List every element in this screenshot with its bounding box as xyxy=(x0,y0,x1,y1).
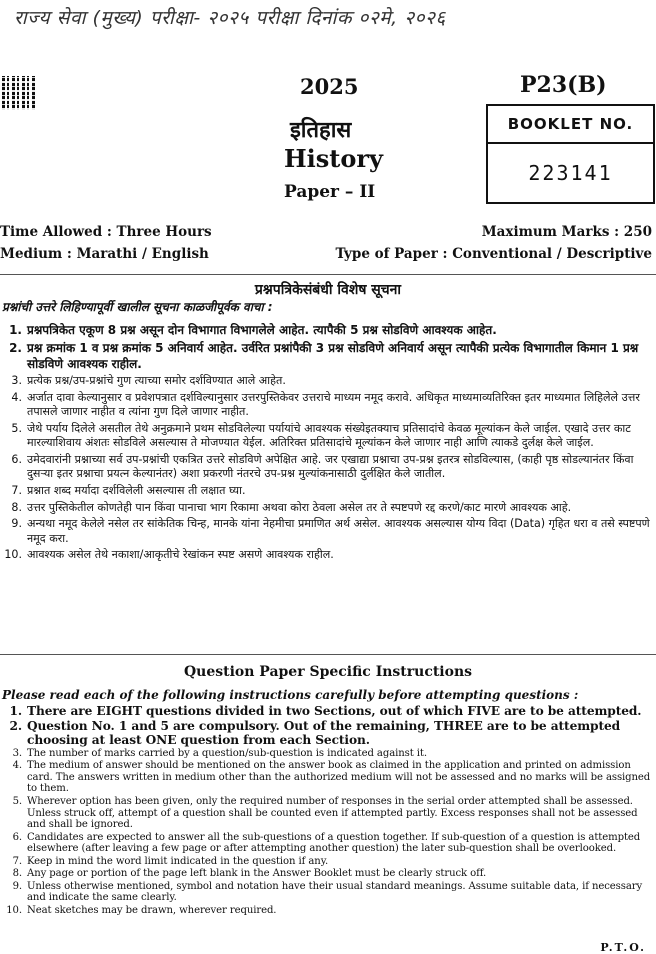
paper-code: P23(B) xyxy=(520,72,607,98)
booklet-box xyxy=(486,104,655,204)
item-text: अर्जात दावा केल्यानुसार व प्रवेशपत्रात दर्शविल्यानुसार उत्तरपुस्तिकेवर उत्तराचे माध्यम नमूद करावे. अधिकृत माध्यमाव्यतिरिक्त इतर माध्यमात लिहिलेले उत्तर तपासले जाणार नाहीत व त्यांना गुण दिले जाणार नाहीत. xyxy=(27,390,640,419)
marathi-section-title: प्रश्नपत्रिकेसंबंधी विशेष सूचना xyxy=(254,282,402,298)
list-item xyxy=(0,391,652,420)
item-number: 9. xyxy=(12,880,22,892)
english-intro: Please read each of the following instructions carefully before attempting questions : xyxy=(2,688,579,702)
list-item xyxy=(0,760,652,795)
list-item xyxy=(0,422,652,451)
list-item xyxy=(0,832,652,855)
time-allowed: Time Allowed : Three Hours xyxy=(0,224,212,240)
item-text: जेथे पर्याय दिलेले असतील तेथे अनुक्रमाने प्रथम सोडविलेल्या पर्यायांचे आवश्यक संख्येइतक्याच प्रतिसादांचे केवळ मूल्यांकन केले जाईल. एखादे उत्तर काट मारल्याशिवाय अंशतः सोडविले असल्यास ते मोजण्यात येईल. अतिरिक्त प्रतिसादांचे मूल्यांकन केले जाणार नाही आणि त्याकडे दुर्लक्ष केले जाईल. xyxy=(27,421,631,450)
booklet-label: BOOKLET NO. xyxy=(488,106,653,144)
item-text: उत्तर पुस्तिकेतील कोणतेही पान किंवा पानाचा भाग रिकामा अथवा कोरा ठेवला असेल तर ते स्पष्टपणे रद्द करणे/काट मारणे आवश्यक आहे. xyxy=(27,500,572,514)
booklet-number: 223141 xyxy=(528,161,613,185)
subject-marathi: इतिहास xyxy=(290,117,352,143)
qr-code-icon xyxy=(2,76,36,110)
marathi-instructions xyxy=(0,322,652,565)
item-number: 7. xyxy=(12,855,22,867)
list-item xyxy=(0,453,652,482)
item-number: 6. xyxy=(11,452,22,466)
list-item xyxy=(0,484,652,498)
item-number: 8. xyxy=(11,500,22,514)
list-item xyxy=(0,796,652,831)
item-text: Question No. 1 and 5 are compulsory. Out of the remaining, THREE are to be attempted choosing at least ONE question from each Section. xyxy=(27,718,621,747)
item-number: 10. xyxy=(6,904,22,916)
list-item xyxy=(0,704,652,718)
item-number: 2. xyxy=(9,718,22,733)
list-item xyxy=(0,856,652,868)
item-number: 1. xyxy=(9,323,22,337)
list-item xyxy=(0,501,652,515)
list-item xyxy=(0,548,652,562)
item-text: प्रश्न क्रमांक 1 व प्रश्न क्रमांक 5 अनिवार्य आहेत. उर्वरित प्रश्नांपैकी 3 प्रश्न सोडविणे अनिवार्य असून त्यापैकी प्रत्येक विभागातील किमान 1 प्रश्न सोडविणे आवश्यक राहील. xyxy=(27,341,639,372)
list-item xyxy=(0,868,652,880)
item-text: Neat sketches may be drawn, wherever required. xyxy=(27,904,277,916)
list-item xyxy=(0,322,652,338)
item-number: 5. xyxy=(12,795,22,807)
item-text: आवश्यक असेल तेथे नकाशा/आकृतीचे रेखांकन स्पष्ट असणे आवश्यक राहील. xyxy=(27,548,334,562)
item-text: Unless otherwise mentioned, symbol and notation have their usual standard meanings. Assume suitable data, if necessary and indicate the same clearly. xyxy=(27,880,643,904)
item-number: 1. xyxy=(9,704,22,718)
item-text: Candidates are expected to answer all the sub-questions of a question together. If sub-question of a question is attempted elsewhere (after leaving a few page or after attempting another question) the later sub-question shall be overlooked. xyxy=(27,831,641,855)
item-text: प्रश्नात शब्द मर्यादा दर्शविलेली असल्यास ती लक्षात घ्या. xyxy=(27,483,246,497)
item-number: 4. xyxy=(12,760,22,772)
item-text: The medium of answer should be mentioned on the answer book as claimed in the application and printed on admission card. The answers written in medium other than the authorized medium will not be assessed and no marks will be assigned to them. xyxy=(27,760,651,795)
item-text: Keep in mind the word limit indicated in the question if any. xyxy=(27,855,329,867)
divider xyxy=(0,274,656,275)
english-section-title: Question Paper Specific Instructions xyxy=(183,664,473,680)
item-text: उमेदवारांनी प्रश्नाच्या सर्व उप-प्रश्नांची एकत्रित उत्तरे सोडविणे अपेक्षित आहे. जर एखाद्या प्रश्नाचा उप-प्रश्न इतरत्र सोडविल्यास, (काही पृष्ठ सोडल्यानंतर किंवा दुसऱ्या इतर प्रश्नाचा प्रयत्न केल्यानंतर) अशा प्रकरणी नंतरचे उप-प्रश्न मुल्यांकनासाठी दुर्लक्षित केले जातील. xyxy=(27,452,634,481)
list-item xyxy=(0,881,652,904)
pto-label: P.T.O. xyxy=(600,941,646,954)
exam-year: 2025 xyxy=(300,74,359,99)
item-number: 8. xyxy=(12,868,22,880)
item-number: 7. xyxy=(11,483,22,497)
item-number: 4. xyxy=(11,390,22,404)
item-number: 3. xyxy=(12,747,22,759)
item-text: अन्यथा नमूद केलेले नसेल तर सांकेतिक चिन्ह, मानके यांना नेहमीचा प्रमाणित अर्थ असेल. आवश्यक असल्यास योग्य विदा (Data) गृहित धरा व तसे स्पष्टपणे नमूद करा. xyxy=(27,517,650,545)
item-text: प्रश्नपत्रिकेत एकूण 8 प्रश्न असून दोन विभागात विभागलेले आहेत. त्यापैकी 5 प्रश्न सोडविणे आवश्यक आहेत. xyxy=(27,323,497,337)
english-instructions xyxy=(0,704,652,917)
item-text: The number of marks carried by a question/sub-question is indicated against it. xyxy=(27,747,427,759)
item-number: 5. xyxy=(11,421,22,435)
item-number: 9. xyxy=(11,517,22,531)
medium: Medium : Marathi / English xyxy=(0,246,209,262)
item-number: 3. xyxy=(11,374,22,388)
item-number: 10. xyxy=(4,548,22,562)
list-item xyxy=(0,905,652,917)
paper-number: Paper – II xyxy=(284,182,376,202)
item-text: Wherever option has been given, only the required number of responses in the serial order attempted shall be assessed. Unless struck off, attempt of a question shall be counted even if attempted partly. Excess responses shall not be assessed and shall be ignored. xyxy=(27,795,638,831)
subject-english: History xyxy=(284,144,383,173)
item-text: Any page or portion of the page left blank in the Answer Booklet must be clearly struck off. xyxy=(27,868,487,880)
max-marks: Maximum Marks : 250 xyxy=(481,224,652,240)
list-item xyxy=(0,748,652,760)
handwritten-note: राज्य सेवा (मुख्य) परीक्षा- २०२५ परीक्षा दिनांक ०२मे, २०२६ xyxy=(14,7,446,29)
paper-type: Type of Paper : Conventional / Descriptive xyxy=(335,246,652,262)
list-item xyxy=(0,374,652,388)
list-item xyxy=(0,517,652,546)
marathi-intro: प्रश्नांची उत्तरे लिहिण्यापूर्वी खालील सूचना काळजीपूर्वक वाचा : xyxy=(2,300,273,314)
item-text: There are EIGHT questions divided in two Sections, out of which FIVE are to be attempted. xyxy=(27,704,642,718)
item-number: 6. xyxy=(12,831,22,843)
item-number: 2. xyxy=(9,341,22,356)
list-item xyxy=(0,340,652,372)
divider xyxy=(0,654,656,655)
list-item xyxy=(0,719,652,747)
item-text: प्रत्येक प्रश्न/उप-प्रश्नांचे गुण त्याच्या समोर दर्शविण्यात आले आहेत. xyxy=(27,374,286,388)
